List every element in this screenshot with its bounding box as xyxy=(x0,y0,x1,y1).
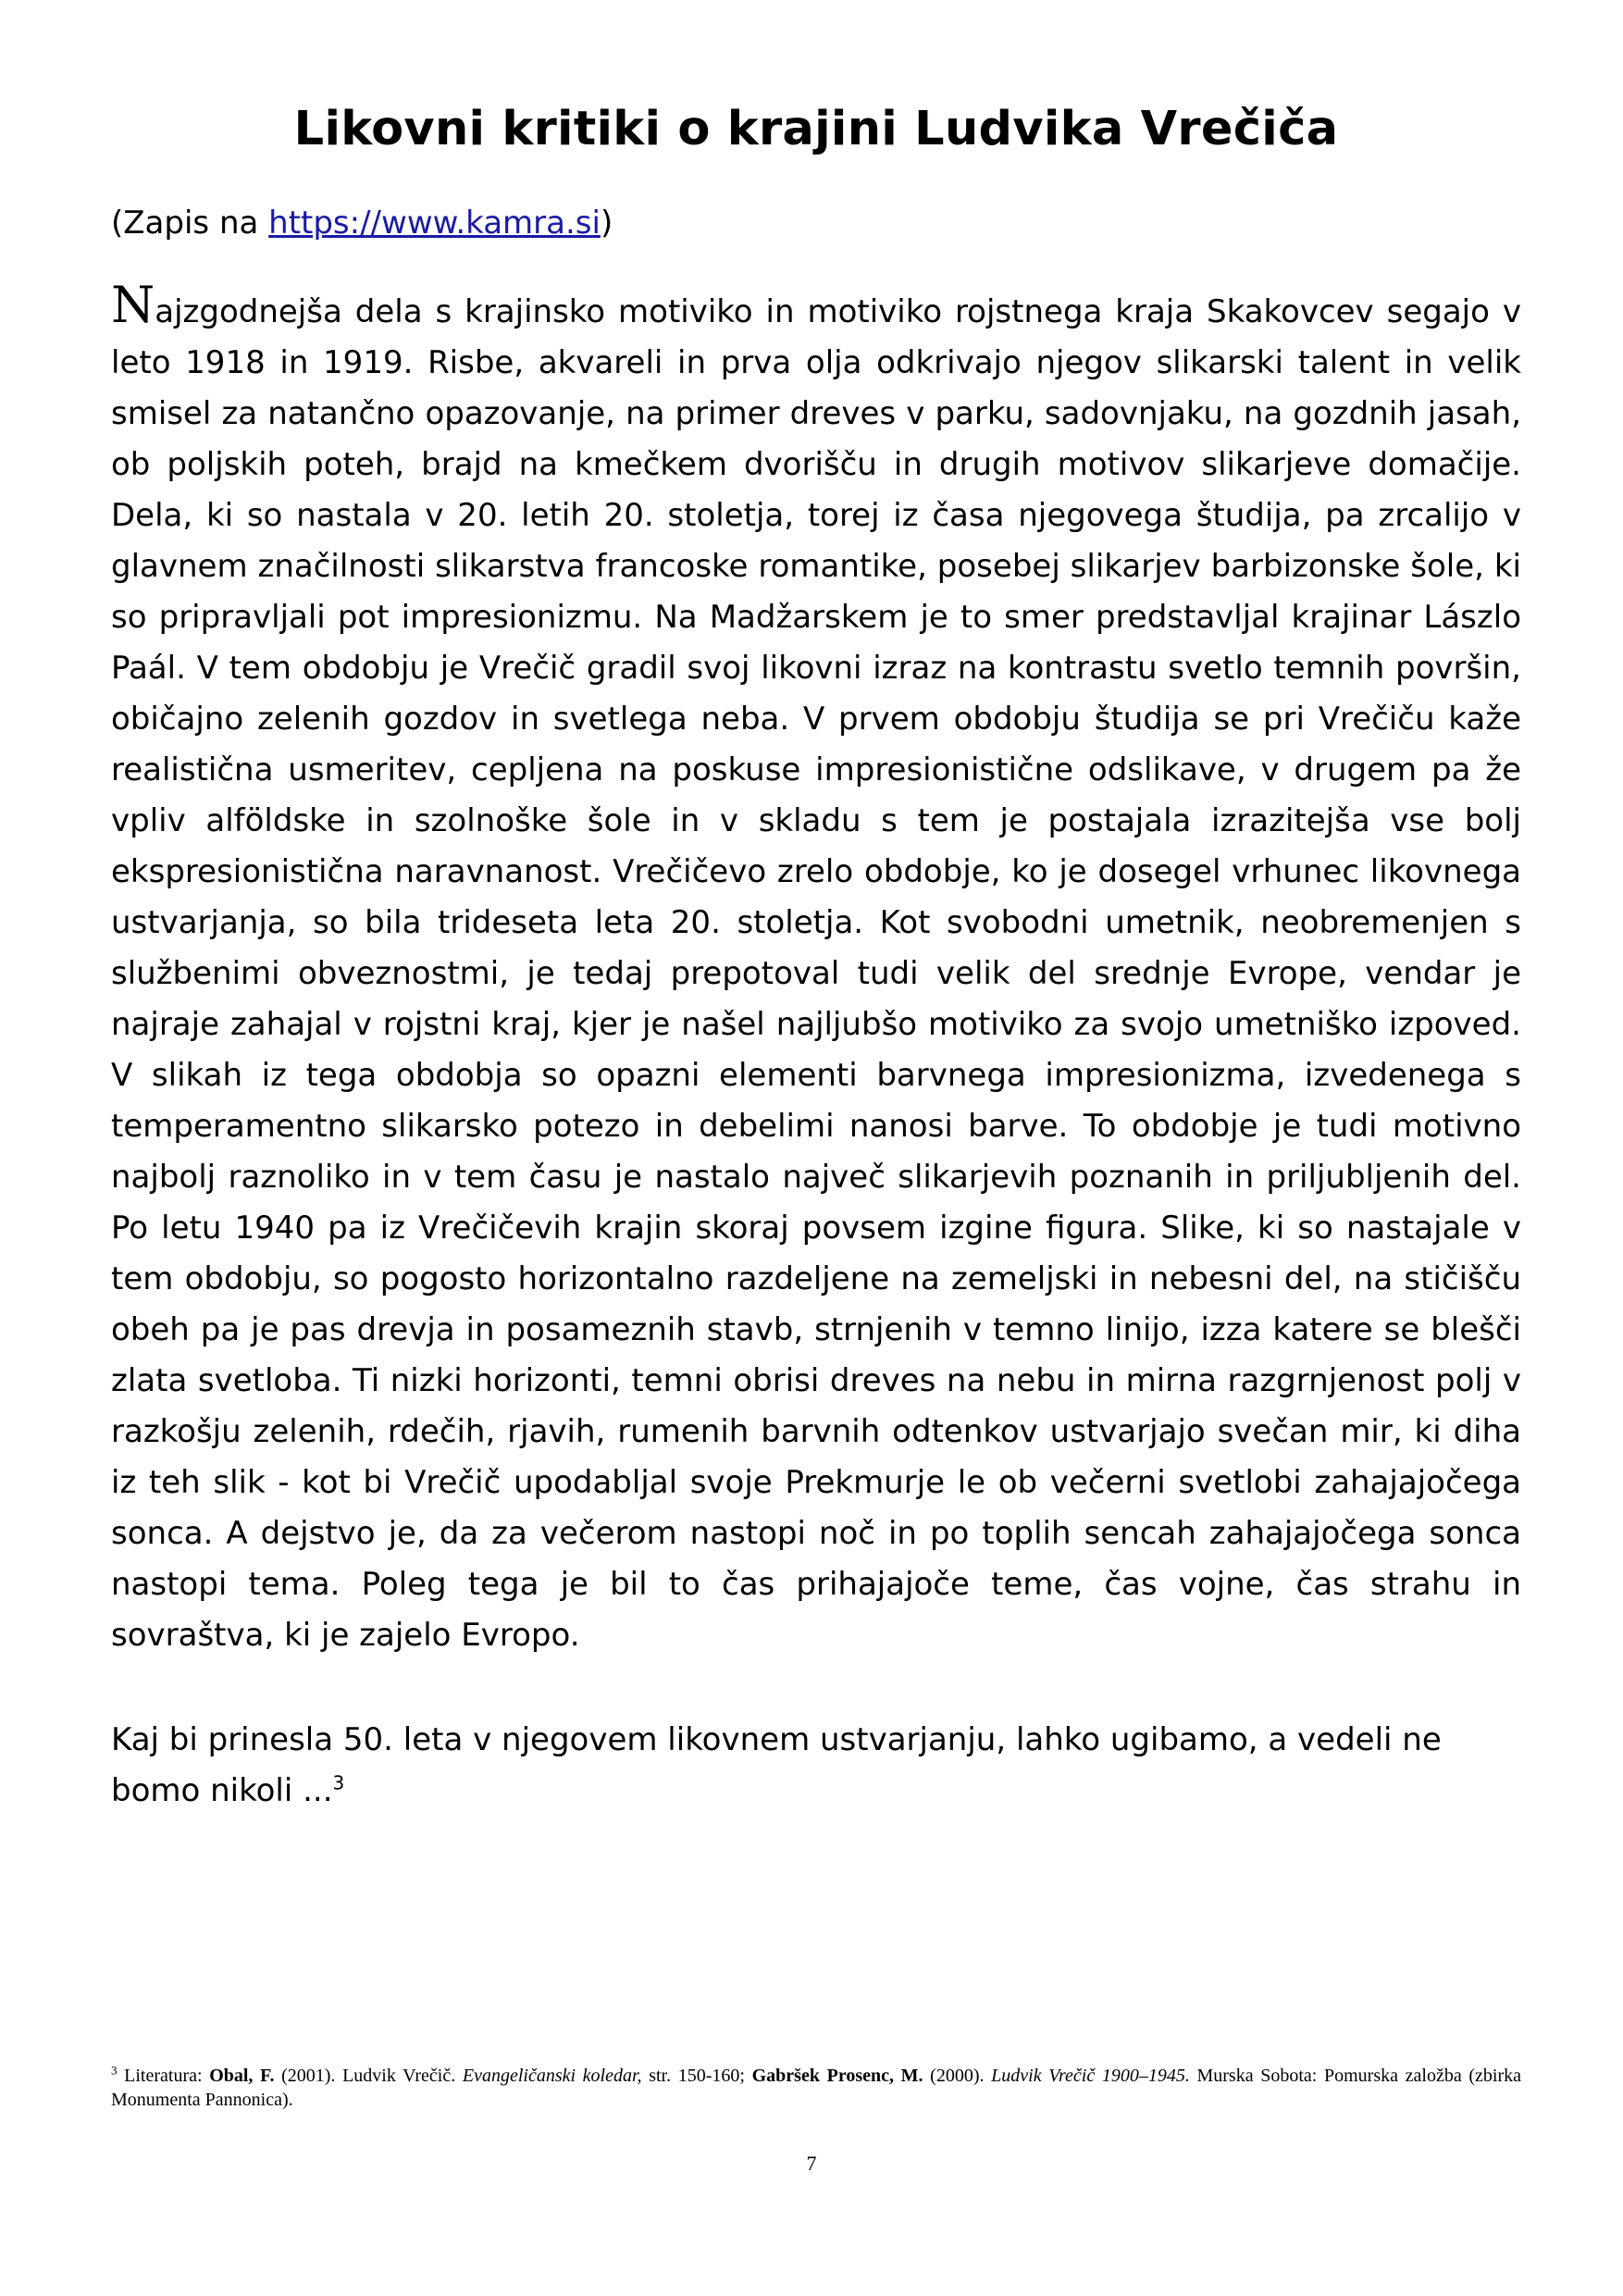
closing-paragraph-text: Kaj bi prinesla 50. leta v njegovem likovnem ustvarjanju, lahko ugibamo, a vedeli ne bomo nikoli ... xyxy=(111,1720,1442,1809)
page-number: 7 xyxy=(806,2152,817,2175)
document-page xyxy=(111,102,1521,1848)
footnote-marker: 3 xyxy=(111,2063,118,2078)
drop-cap: N xyxy=(111,275,155,334)
source-link[interactable]: https://www.kamra.si xyxy=(268,205,601,242)
footnote-part-4: Murska Sobota: Pomurska založba (zbirka Monumenta Pannonica). xyxy=(111,2066,1521,2110)
footnote-title-2: Ludvik Vrečič 1900–1945. xyxy=(991,2066,1190,2086)
footnote-part-3: (2000). xyxy=(923,2066,992,2086)
page-title: Likovni kritiki o krajini Ludvika Vrečiča xyxy=(293,102,1339,156)
footnote-part-1: (2001). Ludvik Vrečič. xyxy=(274,2066,463,2086)
source-prefix: (Zapis na xyxy=(111,205,269,242)
footnote-title-1: Evangeličanski koledar, xyxy=(462,2066,642,2086)
main-paragraph xyxy=(111,275,1521,1661)
source-line xyxy=(111,205,1521,242)
footnote xyxy=(111,2064,1521,2112)
footnote-part-2: str. 150-160; xyxy=(641,2066,752,2086)
footnote-reference[interactable]: 3 xyxy=(332,1771,345,1794)
footnote-author-2: Gabršek Prosenc, M. xyxy=(751,2066,923,2086)
closing-paragraph xyxy=(111,1715,1521,1817)
main-paragraph-text: ajzgodnejša dela s krajinsko motiviko in motiviko rojstnega kraja Skakovcev segajo v leto 1918 in 1919. Risbe, akvareli in prva olja odkrivajo njegov slikarski talent in velik smisel za natančno opazovanje, na primer dreves v parku, sadovnjaku, na gozdnih jasah, ob poljskih poteh, brajd na kmečkem dvorišču in drugih motivov slikarjeve domačije. Dela, ki so nastala v 20. letih 20. stoletja, torej iz časa njegovega študija, pa zrcalijo v glavnem značilnosti slikarstva francoske romantike, posebej slikarjev barbizonske šole, ki so pripravljali pot impresionizmu. Na Madžarskem je to smer predstavljal krajinar Lászlo Paál. V tem obdobju je Vrečič gradil svoj likovni izraz na kontrastu svetlo temnih površin, običajno zelenih gozdov in svetlega neba. V prvem obdobju študija se pri Vrečiču kaže realistična usmeritev, cepljena na poskuse impresionistične odslikave, v drugem pa že vpliv alföldske in szolnoške šole in v skladu s tem je postajala izrazitejša vse bolj ekspresionistična naravnanost. Vrečičevo zrelo obdobje, ko je dosegel vrhunec likovnega ustvarjanja, so bila trideseta leta 20. stoletja. Kot svobodni umetnik, neobremenjen s službenimi obveznostmi, je tedaj prepotoval tudi velik del srednje Evrope, vendar je najraje zahajal v rojstni kraj, kjer je našel najljubšo motiviko za svojo umetniško izpoved. V slikah iz tega obdobja so opazni elementi barvnega impresionizma, izvedenega s temperamentno slikarsko potezo in debelimi nanosi barve. To obdobje je tudi motivno najbolj raznoliko in v tem času je nastalo največ slikarjevih poznanih in priljubljenih del. Po letu 1940 pa iz Vrečičevih krajin skoraj povsem izgine figura. Slike, ki so nastajale v tem obdobju, so pogosto horizontalno razdeljene na zemeljski in nebesni del, na stičišču obeh pa je pas drevja in posameznih stavb, strnjenih v temno linijo, izza katere se blešči zlata svetloba. Ti nizki horizonti, temni obrisi dreves na nebu in mirna razgrnjenost polj v razkošju zelenih, rdečih, rjavih, rumenih barvnih odtenkov ustvarjajo svečan mir, ki diha iz teh slik - kot bi Vrečič upodabljal svoje Prekmurje le ob večerni svetlobi zahajajočega sonca. A dejstvo je, da za večerom nastopi noč in po toplih sencah zahajajočega sonca nastopi tema. Poleg tega je bil to čas prihajajoče teme, čas vojne, čas strahu in sovraštva, ki je zajelo Evropo. xyxy=(111,292,1521,1654)
footnote-label: Literatura: xyxy=(117,2066,210,2086)
source-suffix: ) xyxy=(600,205,613,242)
footnote-author-1: Obal, F. xyxy=(209,2066,275,2086)
